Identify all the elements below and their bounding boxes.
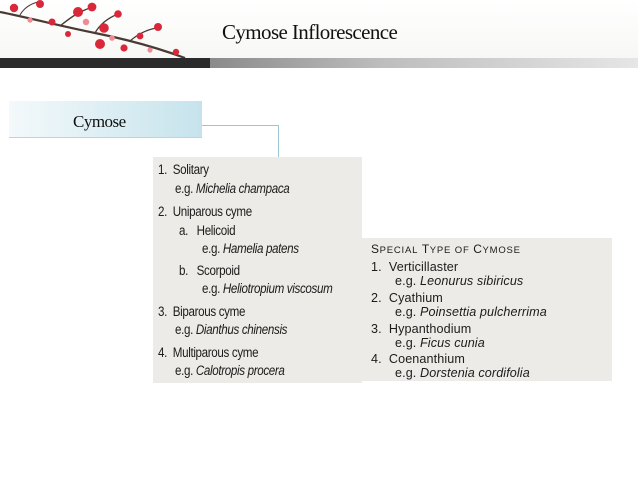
list-item-example: e.g. Ficus cunia [395, 336, 485, 350]
cymose-label: Cymose [73, 112, 126, 131]
connector-line [202, 125, 279, 126]
list-item: 3. Hypanthodium [371, 322, 472, 336]
list-subitem: a. Helicoid [179, 223, 236, 238]
list-item: 3. Biparous cyme [158, 304, 246, 319]
special-heading: SPECIAL TYPE OF CYMOSE [371, 242, 521, 256]
list-item-example: e.g. Poinsettia pulcherrima [395, 305, 547, 319]
list-item-example: e.g. Michelia champaca [175, 181, 290, 196]
list-item: 1. Verticillaster [371, 260, 459, 274]
special-cymose-panel [362, 238, 612, 381]
list-item-example: e.g. Calotropis procera [175, 363, 285, 378]
list-item: 2. Cyathium [371, 291, 443, 305]
list-item-example: e.g. Dorstenia cordifolia [395, 366, 530, 380]
list-item: 2. Uniparous cyme [158, 204, 252, 219]
cymose-types-panel [153, 157, 362, 383]
slide-title: Cymose Inflorescence [222, 20, 398, 44]
list-item: 4. Multiparous cyme [158, 345, 259, 360]
list-item: 4. Coenanthium [371, 352, 465, 366]
list-item-example: e.g. Leonurus sibiricus [395, 274, 524, 288]
list-item: 1. Solitary [158, 162, 209, 177]
list-subitem: b. Scorpoid [179, 263, 240, 278]
connector-line-vertical [278, 125, 279, 158]
header-rule-light [210, 58, 638, 68]
header-rule-dark [0, 58, 210, 68]
list-item-example: e.g. Dianthus chinensis [175, 322, 288, 337]
list-item-example: e.g. Hamelia patens [202, 241, 299, 256]
cherry-blossom-branch-icon [0, 0, 200, 62]
list-item-example: e.g. Heliotropium viscosum [202, 281, 333, 296]
